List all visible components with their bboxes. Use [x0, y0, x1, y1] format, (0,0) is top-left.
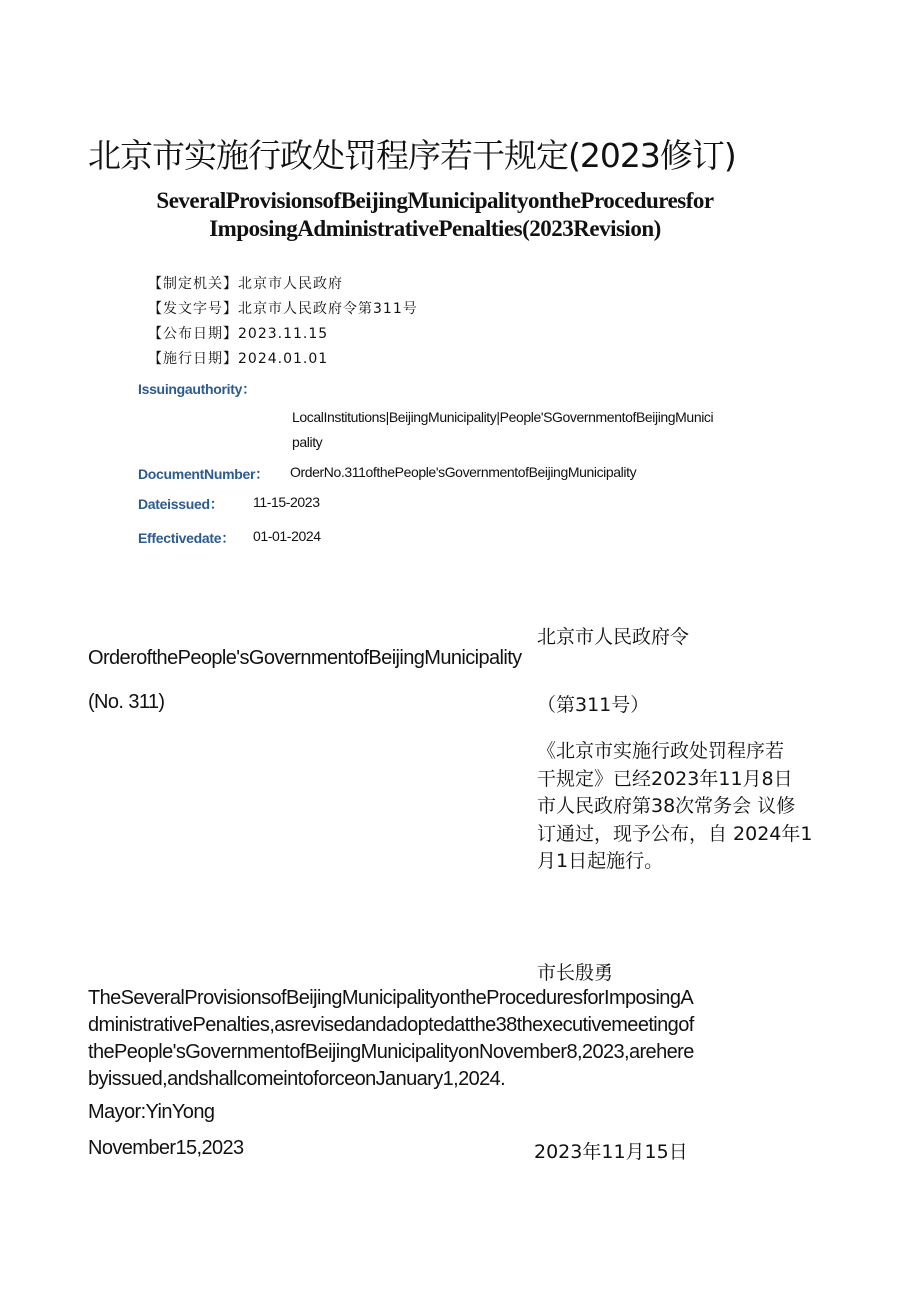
document-number-label: DocumentNumber： — [138, 466, 269, 482]
order-body-cn-line: 干规定》已经2023年11月8日 — [537, 767, 793, 790]
meta-issuing-body-cn: 【制定机关】北京市人民政府 — [148, 276, 343, 292]
meta-effective-date-cn: 【施行日期】2024.01.01 — [148, 351, 329, 367]
date-issued-value: 11-15-2023 — [253, 494, 320, 510]
order-number-cn: （第311号） — [537, 694, 650, 716]
date-issued-label: Dateissued： — [138, 496, 224, 512]
order-body-en-line: byissued,andshallcomeintoforceonJanuary1,2024. — [88, 1068, 506, 1090]
order-title-en: OrderofthePeople'sGovernmentofBeijingMunicipality — [88, 647, 522, 669]
issuing-authority-value-line-2: pality — [292, 434, 323, 450]
order-body-cn-line: 订通过，现予公布，自 2024年1 — [537, 822, 813, 845]
order-body-cn-line: 《北京市实施行政处罚程序若 — [537, 740, 785, 762]
order-body-cn-line: 月1日起施行。 — [537, 850, 664, 872]
issuing-authority-label: Issuingauthority： — [138, 381, 256, 397]
signing-date-cn: 2023年11月15日 — [534, 1141, 688, 1163]
document-number-value: OrderNo.311ofthePeople'sGovernmentofBeijingMunicipality — [290, 464, 637, 480]
mayor-en: Mayor:YinYong — [88, 1101, 215, 1123]
order-body-cn — [537, 738, 837, 876]
title-english-line-2: ImposingAdministrativePenalties(2023Revision) — [209, 216, 661, 241]
order-number-en: (No. 311) — [88, 691, 165, 713]
effective-date-label: Effectivedate： — [138, 530, 235, 546]
order-body-en-line: TheSeveralProvisionsofBeijingMunicipalityontheProceduresforImposingA — [88, 987, 694, 1009]
mayor-cn: 市长殷勇 — [537, 962, 614, 984]
effective-date-value: 01-01-2024 — [253, 528, 321, 544]
meta-document-number-cn: 【发文字号】北京市人民政府令第311号 — [148, 301, 418, 317]
signing-date-en: November15,2023 — [88, 1137, 244, 1159]
issuing-authority-value-line-1: LocalInstitutions|BeijingMunicipality|People'SGovernmentofBeijingMunici — [292, 409, 714, 425]
order-title-cn: 北京市人民政府令 — [537, 626, 690, 648]
title-english-line-1: SeveralProvisionsofBeijingMunicipalityontheProceduresfor — [156, 188, 714, 213]
order-body-en-line: dministrativePenalties,asrevisedandadoptedatthe38thexecutivemeetingof — [88, 1014, 694, 1036]
order-body-en — [88, 985, 798, 1093]
order-body-cn-line: 市人民政府第38次常务会 议修 — [537, 795, 796, 817]
title-chinese: 北京市实施行政处罚程序若干规定(2023修订) — [88, 136, 736, 175]
order-body-en-line: thePeople'sGovernmentofBeijingMunicipalityonNovember8,2023,arehere — [88, 1041, 694, 1063]
meta-publish-date-cn: 【公布日期】2023.11.15 — [148, 326, 329, 342]
